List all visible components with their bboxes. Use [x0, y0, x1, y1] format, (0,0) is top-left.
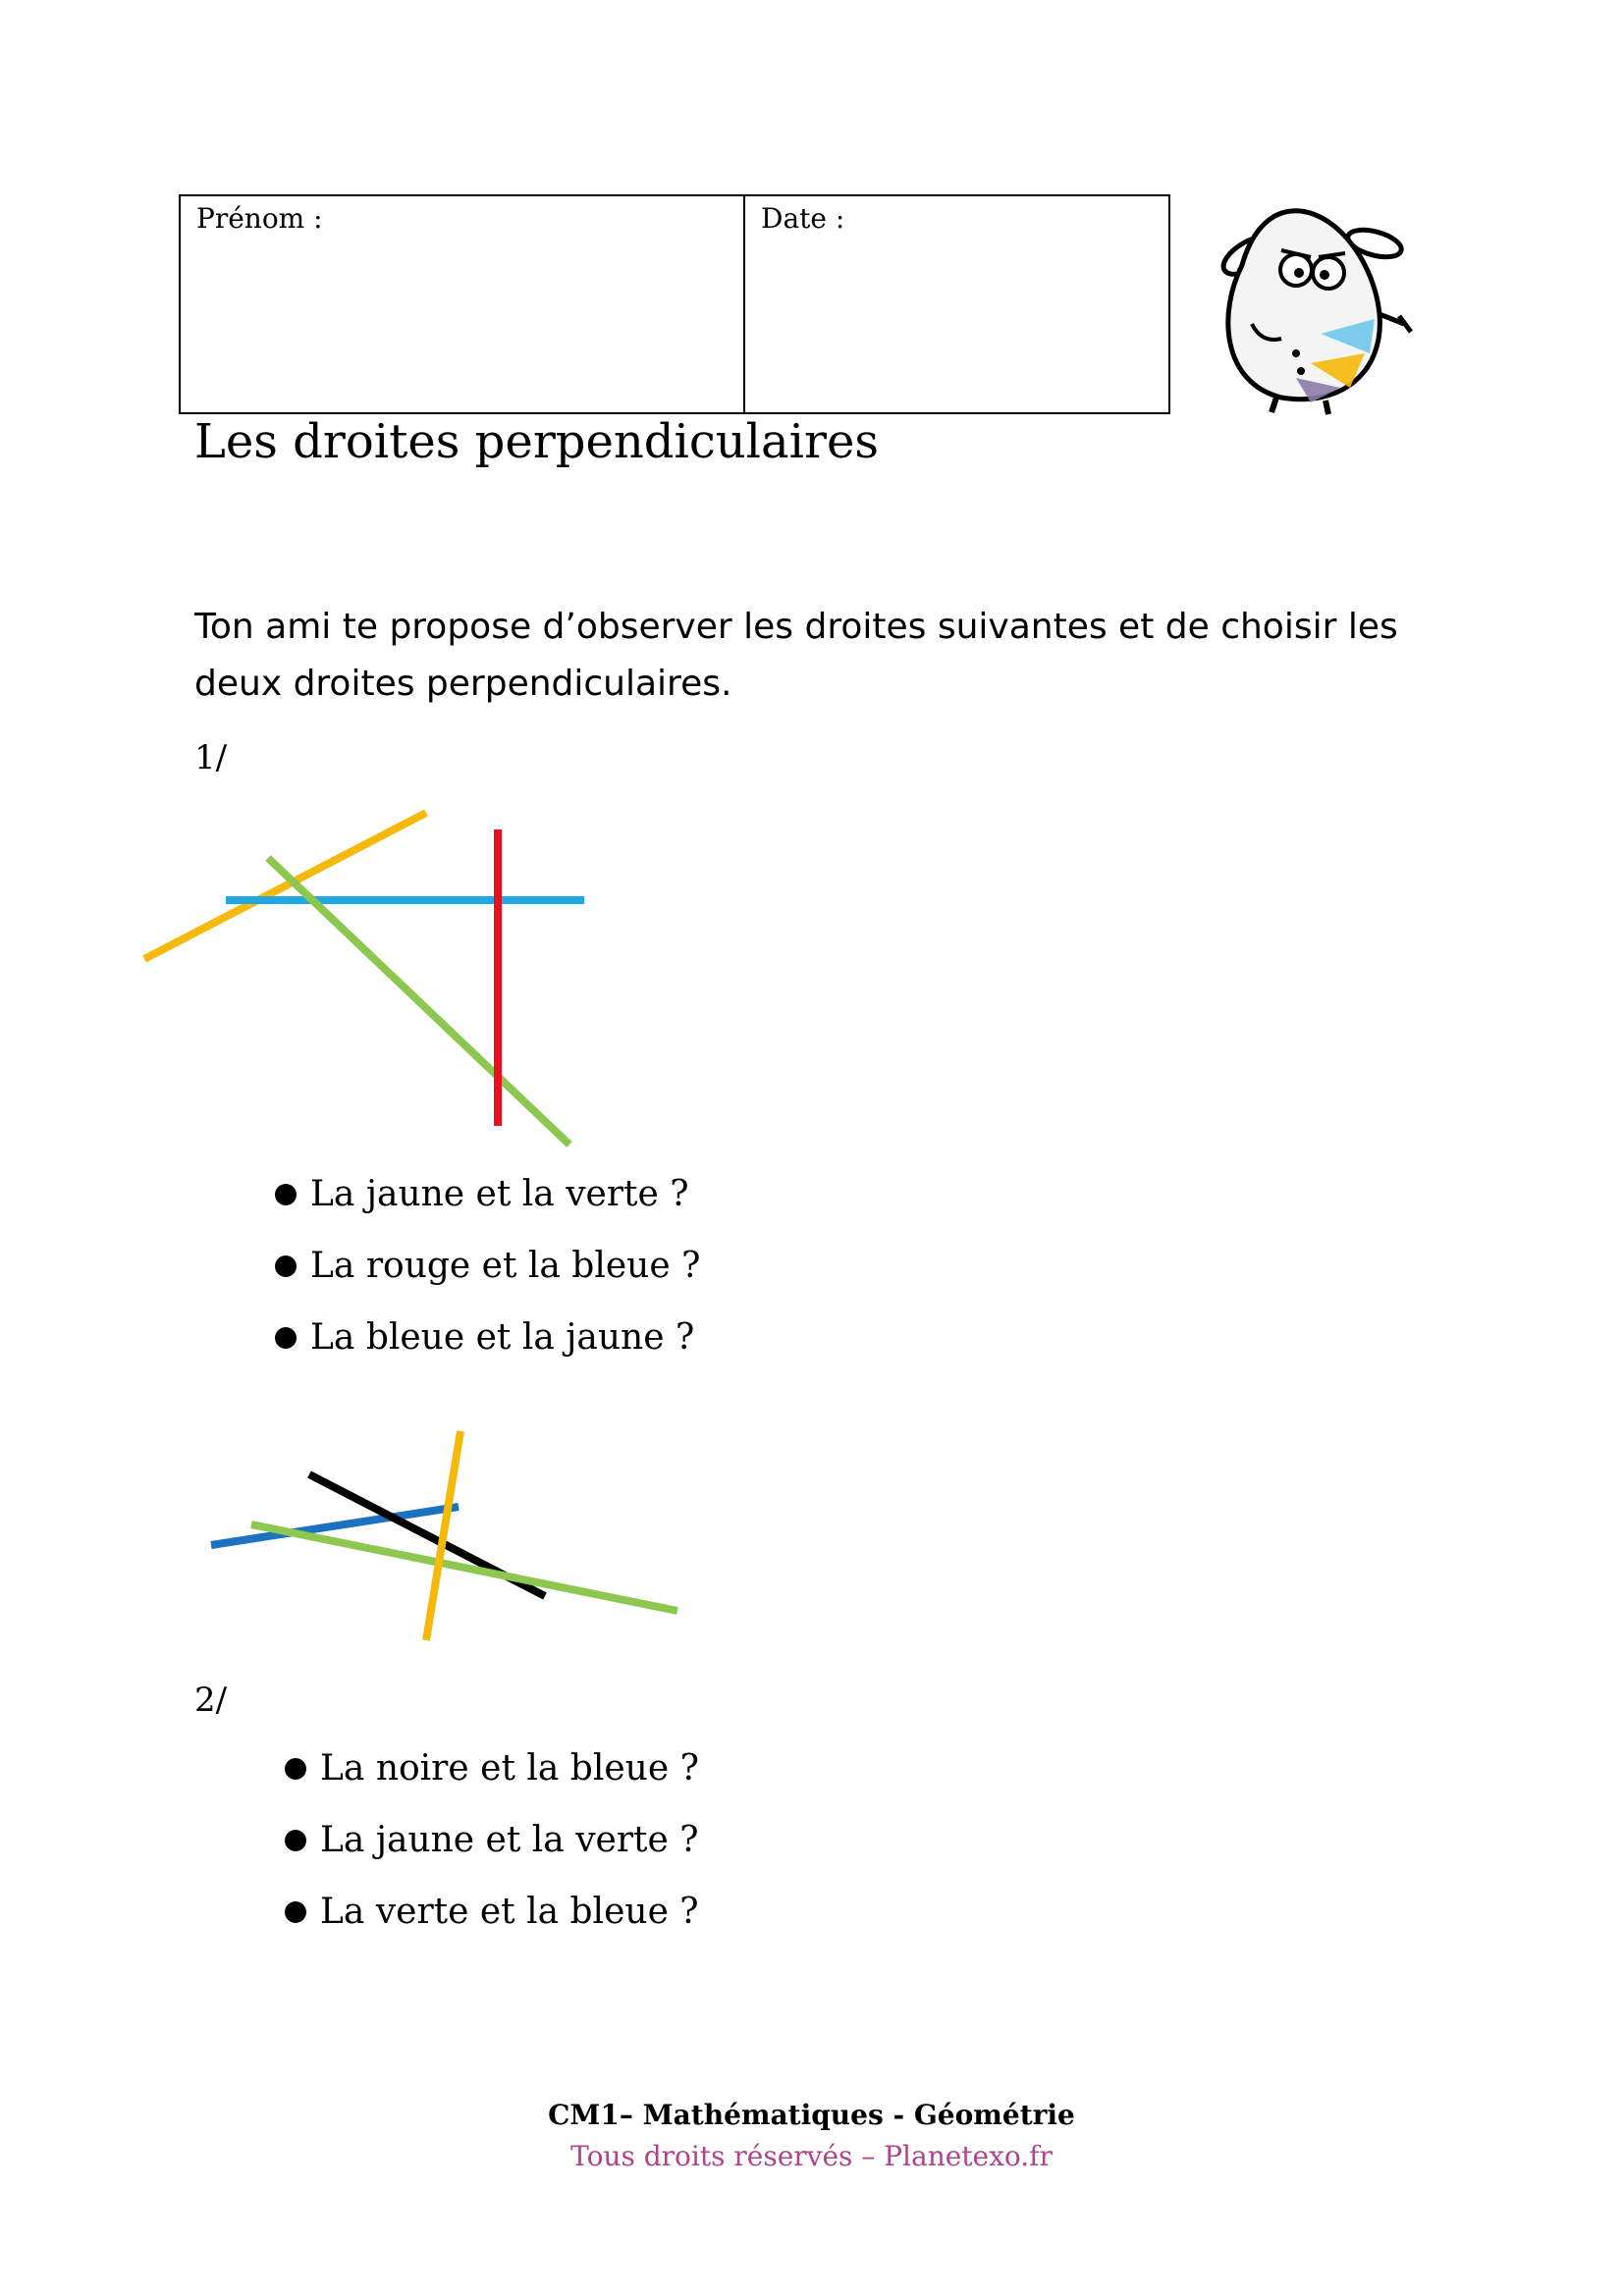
- footer-copyright[interactable]: Tous droits réservés – Planetexo.fr: [570, 2140, 1053, 2172]
- option-label: La jaune et la verte ?: [310, 1174, 689, 1214]
- option-label: La verte et la bleue ?: [320, 1892, 699, 1932]
- bullet-icon: [285, 1901, 306, 1923]
- page-title: Les droites perpendiculaires: [194, 414, 879, 469]
- list-item[interactable]: [285, 1733, 699, 1804]
- name-label: Prénom :: [196, 202, 323, 235]
- list-item[interactable]: [285, 1804, 699, 1876]
- option-label: La bleue et la jaune ?: [310, 1317, 695, 1358]
- option-label: La rouge et la bleue ?: [310, 1246, 701, 1286]
- bullet-icon: [285, 1758, 306, 1780]
- question-1-number: 1/: [194, 738, 228, 777]
- line-green: [251, 1524, 677, 1611]
- footer-subject: CM1– Mathématiques - Géométrie: [548, 2099, 1075, 2131]
- list-item[interactable]: [285, 1876, 699, 1948]
- date-label: Date :: [761, 202, 845, 235]
- question-2-number: 2/: [194, 1681, 228, 1720]
- option-label: La jaune et la verte ?: [320, 1820, 699, 1860]
- question-2-options: [285, 1733, 699, 1948]
- bullet-icon: [285, 1830, 306, 1851]
- instruction-text: Ton ami te propose d’observer les droites suivantes et de choisir les deux droites perpendiculaires.: [194, 607, 1398, 704]
- option-label: La noire et la bleue ?: [320, 1748, 699, 1789]
